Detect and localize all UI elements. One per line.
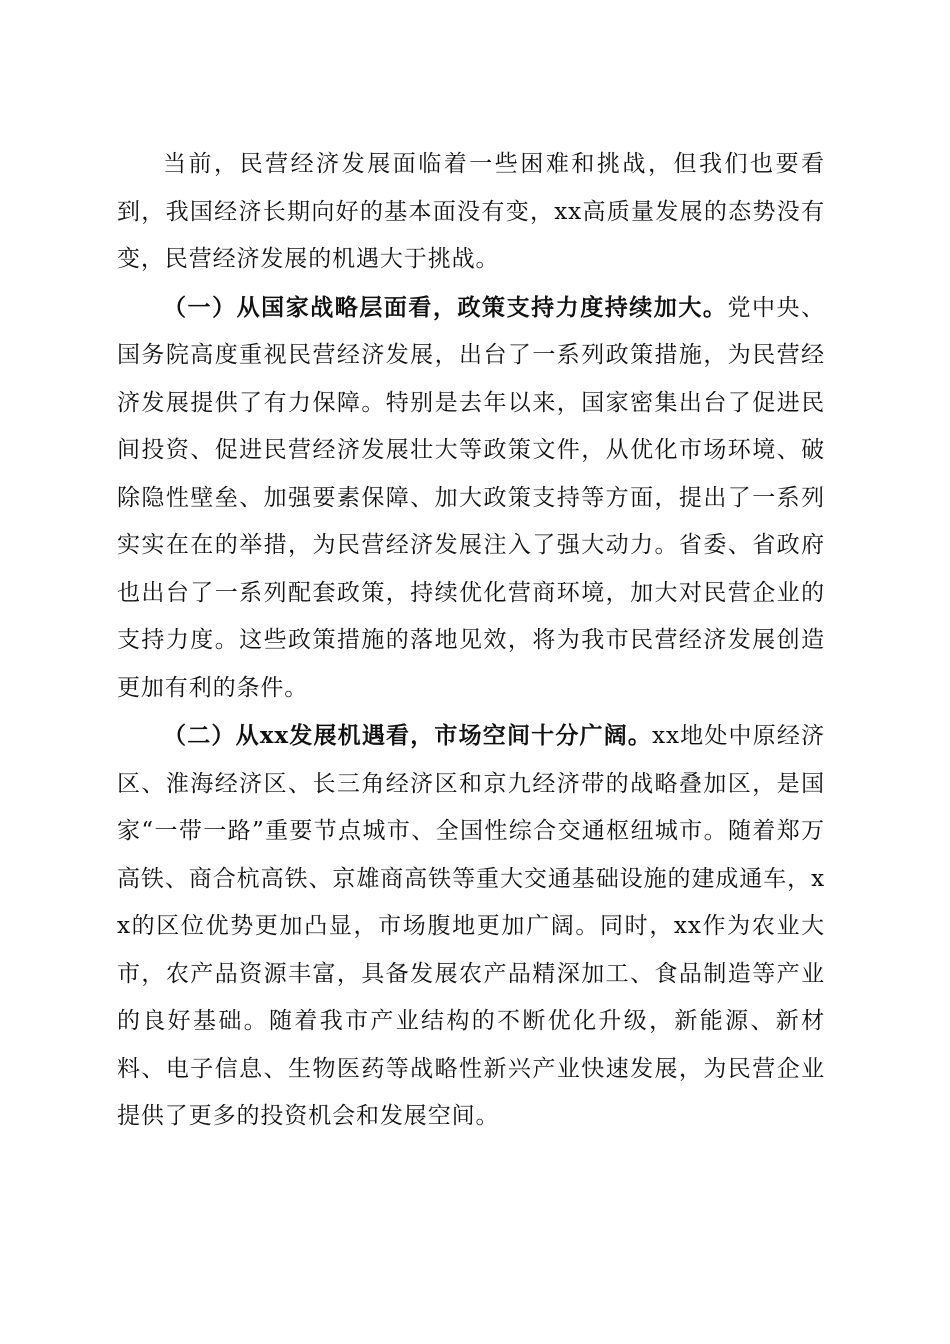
- paragraph-lead: （二）从xx发展机遇看，市场空间十分广阔。: [163, 722, 653, 749]
- paragraph-local-opportunity: [117, 712, 825, 1141]
- paragraph-text: 当前，民营经济发展面临着一些困难和挑战，但我们也要看到，我国经济长期向好的基本面没有变，xx高质量发展的态势没有变，民营经济发展的机遇大于挑战。: [117, 151, 825, 272]
- document-body: [117, 140, 825, 1141]
- paragraph-text: 党中央、国务院高度重视民营经济发展，出台了一系列政策措施，为民营经济发展提供了有力保障。特别是去年以来，国家密集出台了促进民间投资、促进民营经济发展壮大等政策文件，从优化市场环境、破除隐性壁垒、加强要素保障、加大政策支持等方面，提出了一系列实实在在的举措，为民营经济发展注入了强大动力。省委、省政府也出台了一系列配套政策，持续优化营商环境，加大对民营企业的支持力度。这些政策措施的落地见效，将为我市民营经济发展创造更加有利的条件。: [117, 294, 825, 701]
- paragraph-intro: [117, 140, 825, 284]
- paragraph-national-strategy: [117, 284, 825, 713]
- paragraph-lead: （一）从国家战略层面看，政策支持力度持续加大。: [163, 293, 728, 321]
- paragraph-text: xx地处中原经济区、淮海经济区、长三角经济区和京九经济带的战略叠加区，是国家“一带一路”重要节点城市、全国性综合交通枢纽城市。随着郑万高铁、商合杭高铁、京雄商高铁等重大交通基础设施的建成通车，xx的区位优势更加凸显，市场腹地更加广阔。同时，xx作为农业大市，农产品资源丰富，具备发展农产品精深加工、食品制造等产业的良好基础。随着我市产业结构的不断优化升级，新能源、新材料、电子信息、生物医药等战略性新兴产业快速发展，为民营企业提供了更多的投资机会和发展空间。: [117, 723, 825, 1129]
